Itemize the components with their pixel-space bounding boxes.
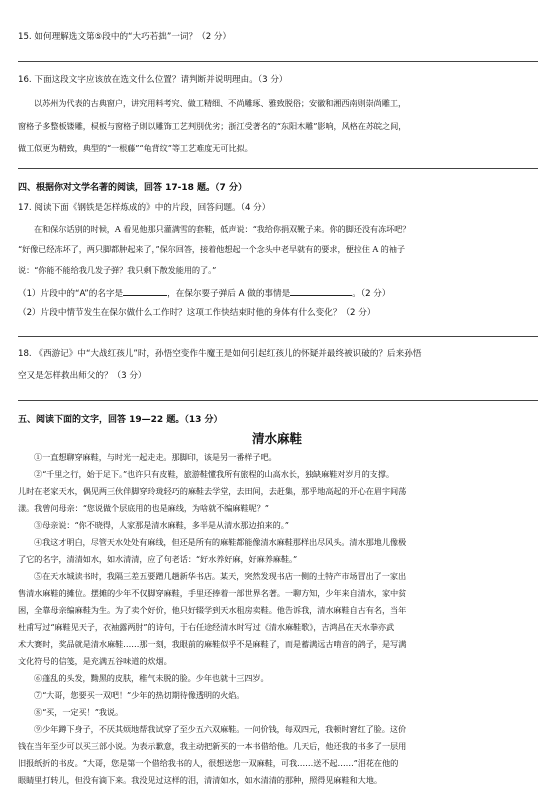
article-line: ③母亲说：“你不晓得，人家那是清水麻鞋，多半是从清水那边拍来的。” xyxy=(34,520,289,530)
answer-line xyxy=(18,400,538,401)
article-line: 售清水麻鞋的摊位。摆摊的少年不仅脚穿麻鞋，手里还捧着一部世界名著。一聊方知，少年来自清水，家中贫 xyxy=(18,588,407,598)
article-line: 杜甫写过“麻鞋见天子，衣袖露两肘”的诗句，于右任途经清水时写过《清水麻鞋歌》，吉鸿昌在天水拳亦武 xyxy=(18,622,395,632)
article-line: 儿时在老家天水，偶见两三伙伴脚穿玲珑轻巧的麻鞋去学堂，去田间，去赶集，那乎地高起的开心在眉宇间荡 xyxy=(18,486,407,496)
article-line: 文化符号的信笺，是充满五谷味道的炊烟。 xyxy=(18,656,172,666)
q16-passage-line: 以苏州为代表的古典窗户，讲究用料考究、做工精细、不尚雕琢、雅致脱俗；安徽和湘西南则崇尚雕工， xyxy=(34,98,407,108)
article-line: ⑧“买，一定买！”我说。 xyxy=(34,707,124,717)
answer-line xyxy=(18,61,538,62)
section-5-heading: 五、阅读下面的文字，回答 19—22 题。（13 分） xyxy=(18,415,223,425)
q17-passage-line: 在和保尔话别的时候，A 看见他那只灌满雪的套鞋，低声说：“我给你捐双靴子来。你的脚还没有冻坏吧？ xyxy=(34,224,411,234)
article-line: 钱在当年至少可以买三部小说。为表示歉意，我主动把新买的一本书借给他。几天后，他还我的书多了一层用 xyxy=(18,741,407,751)
article-line: ⑥蓬乱的头发，黝黑的皮肤，稚气未脱的脸。少年也就十三四岁。 xyxy=(34,673,269,683)
q16-passage-line: 做工似更为精致，典型的“一根藤”“龟背纹”等工艺难度无可比拟。 xyxy=(18,143,253,153)
question-18-line: 空又是怎样救出师父的？（3 分） xyxy=(18,371,147,381)
article-line: 术大赛时，奖品就是清水麻鞋……那一刻，我眼前的麻鞋似乎不是麻鞋了，而是蓄满远古啃音的鸽子，是写满 xyxy=(18,639,407,649)
section-4-heading: 四、根据你对文学名著的阅读，回答 17-18 题。（7 分） xyxy=(18,183,247,193)
q17-sub1-text-a: （1）片段中的“A”的名字是 xyxy=(18,289,124,299)
question-18-line: 18. 《西游记》中“大战红孩儿”时，孙悟空变作牛魔王是如何引起红孩儿的怀疑并最终被识破的？后来孙悟 xyxy=(18,349,422,359)
q17-subquestion-2: （2）片段中情节发生在保尔做什么工作时？这项工作快结束时他的身体有什么变化？（2 分） xyxy=(18,308,376,318)
q17-passage-line: 说：“你能不能给我几发子弹？我只剩下散发能用的了。” xyxy=(18,265,217,275)
article-line: 漾。我曾问母亲：“您说做个层底用的也是麻线，为啥就不编麻鞋呢？” xyxy=(18,503,269,513)
article-line: ④我这才明白，尽管天水处处有麻线，但还是所有的麻鞋都能像清水麻鞋那样出尽风头。清水那地儿像极 xyxy=(34,537,407,547)
question-17-prompt: 17. 阅读下面《钢铁是怎样炼成的》中的片段，回答问题。（4 分） xyxy=(18,203,271,213)
answer-line xyxy=(18,168,538,169)
answer-blank[interactable] xyxy=(290,286,352,296)
article-line: ⑦“大哥，您要买一双吧！”少年的热切期待像透明的火焰。 xyxy=(34,690,245,700)
article-line: 眼睛里打转儿，但没有滴下来。我没见过这样的泪，清清如水，如水清清的那种，照得见麻鞋和大地。 xyxy=(18,775,382,785)
q17-sub1-text-b: ，在保尔要子弹后 A 做的事情是 xyxy=(167,289,291,299)
q17-passage-line: “好像已经冻坏了，两只脚都肿起来了，”保尔回答，接着他想起一个念头中老早就有的要求，便拉住 A 的袖子 xyxy=(18,244,405,254)
article-line: ②“千里之行，始于足下。”也许只有皮鞋，旅游鞋懂我所有旅程的山高水长，独缺麻鞋对岁月的支撑。 xyxy=(34,469,394,479)
q17-sub1-text-c: 。（2 分） xyxy=(352,289,391,299)
article-line: 困，全靠母亲编麻鞋为生。为了卖个好价，他只好辍学到天水租房卖鞋。他告诉我，清水麻鞋自古有名，当年 xyxy=(18,605,407,615)
q17-subquestion-1 xyxy=(18,286,538,300)
q16-passage-line: 窗格子多整板镂雕，棂板与窗格子則以雕饰工艺判別优劣；浙江受著名的“东阳木雕”影响，风格在苏皖之间， xyxy=(18,121,407,131)
question-16-prompt: 16. 下面这段文字应该放在选文什么位置？请判断并说明理由。（3 分） xyxy=(18,75,288,85)
article-line: ①一直想聊穿麻鞋，与时光一起走走。那脚印，该是另一番样子吧。 xyxy=(34,452,277,462)
answer-blank[interactable] xyxy=(123,286,167,296)
article-line: ⑤在天水城读书时，我隔三差五要蹭几趟新华书店。某天，突然发现书店一侧的土特产市场冒出了一家出 xyxy=(34,571,407,581)
article-title: 清水麻鞋 xyxy=(251,431,302,446)
article-line: ⑨少年蹲下身子，不厌其烦地帮我试穿了至少五六双麻鞋。一问价钱，每双四元，我顿时窘红了脸。这价 xyxy=(34,724,407,734)
question-15: 15. 如何理解选文第⑤段中的“大巧若拙”一词？（2 分） xyxy=(18,32,232,42)
article-line: 旧报纸折的书皮。“大哥，您是第一个借给我书的人，很想送您一双麻鞋，可我……送不起……”泪花在他的 xyxy=(18,758,399,768)
answer-line xyxy=(18,336,538,337)
article-line: 了它的名字，清清如水，如水清清，应了句老话：“好水养好麻，好麻养麻鞋。” xyxy=(18,554,298,564)
